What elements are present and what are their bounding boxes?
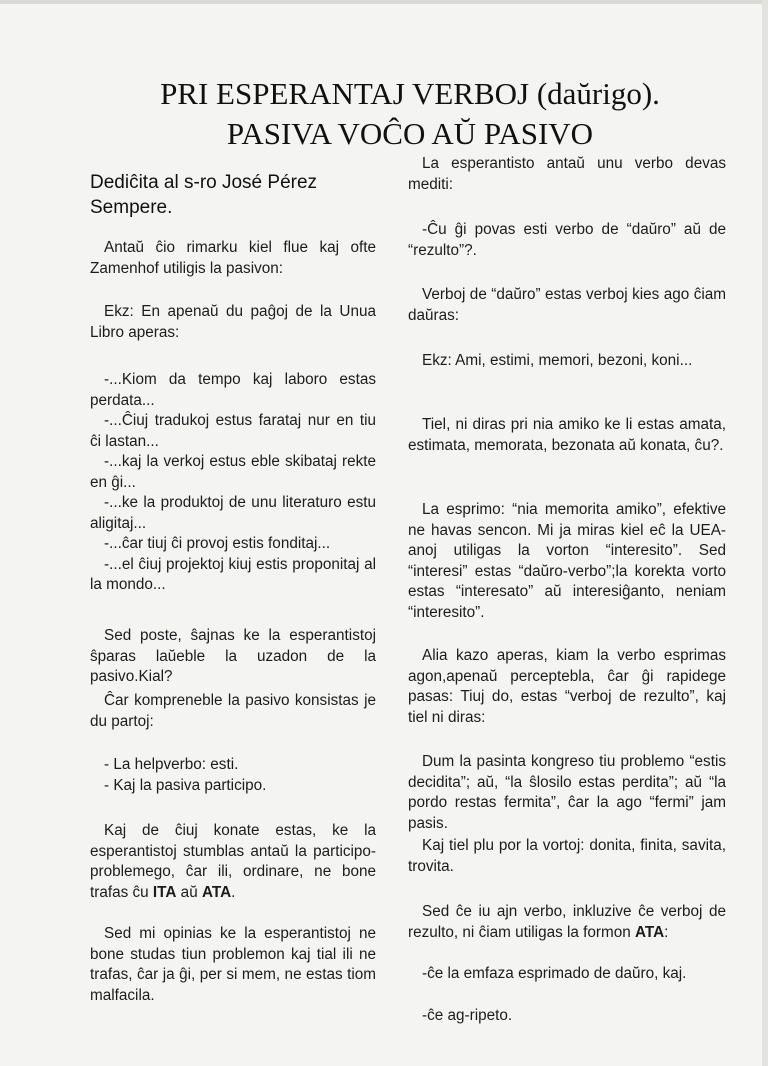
ita-term: ITA xyxy=(152,883,177,901)
example-item: -...ke la produktoj de unu literaturo estu aligitaj... xyxy=(90,494,376,532)
left-paragraph-4: Ĉar kompreneble la pasivo konsistas je du partoj: xyxy=(90,692,376,730)
p10-text-before: Sed ĉe iu ajn verbo, inkluzive ĉe verboj de rezulto, ni ĉiam utiligas la formon xyxy=(408,903,726,941)
p5-text-before: Kaj de ĉiuj konate estas, ke la esperantistoj stumblas antaŭ la participo-problemego, ĉar ili, ordinare, ne bone trafas ĉu xyxy=(90,822,376,901)
example-list xyxy=(90,370,376,596)
p10-text-end: : xyxy=(664,923,669,941)
ata-term: ATA xyxy=(635,923,665,941)
right-paragraph-2: -Ĉu ĝi povas esti verbo de “daŭro” aŭ de “rezulto”?. xyxy=(408,221,726,259)
left-paragraph-1: Antaŭ ĉio rimarku kiel flue kaj ofte Zamenhof utiligis la pasivon: xyxy=(90,239,376,277)
right-paragraph-7: Alia kazo aperas, kiam la verbo esprimas agon,apenaŭ perceptebla, ĉar ĝi rapidege pasas: Tiuj do, estas “verboj de rezulto”, kaj tiel ni diras: xyxy=(408,647,726,726)
p5-text-end: . xyxy=(231,883,236,901)
title-line-2: PASIVA VOĈO AŬ PASIVO xyxy=(226,116,594,151)
example-item: -...kaj la verkoj estus eble skibataj rekte en ĝi... xyxy=(90,453,376,491)
right-paragraph-12: -ĉe ag-ripeto. xyxy=(422,1007,513,1024)
p5-text-mid: aŭ xyxy=(176,883,202,901)
right-paragraph-11: -ĉe la emfaza esprimado de daŭro, kaj. xyxy=(422,965,687,982)
dedication: Dediĉita al s-ro José Pérez Sempere. xyxy=(90,172,318,218)
article-title xyxy=(80,74,740,154)
example-item: -...Ĉiuj tradukoj estus farataj nur en tiu ĉi lastan... xyxy=(90,412,376,450)
example-item: -...Kiom da tempo kaj laboro estas perdata... xyxy=(90,371,376,409)
right-paragraph-5: Tiel, ni diras pri nia amiko ke li estas amata, estimata, memorata, bezonata aŭ konata, ĉu?. xyxy=(408,416,726,454)
example-item: -...ĉar tiuj ĉi provoj estis fonditaj... xyxy=(104,535,331,552)
left-paragraph-5 xyxy=(90,821,376,903)
left-paragraph-3: Sed poste, ŝajnas ke la esperantistoj ŝparas laŭeble la uzadon de la pasivo.Kial? xyxy=(90,627,376,685)
page-edge-top xyxy=(0,0,768,4)
right-paragraph-4: Ekz: Ami, estimi, memori, bezoni, koni... xyxy=(422,352,693,369)
right-paragraph-6: La esprimo: “nia memorita amiko”, efektive ne havas sencon. Mi ja miras kiel eĉ la UEA-anoj utiligas la vorton “interesito”. Sed “interesi” estas “daŭro-verbo”;la korekta vorto estas “interesato” aŭ interesiĝanto, neniam “interesito”. xyxy=(408,501,726,621)
right-paragraph-8: Dum la pasinta kongreso tiu problemo “estis decidita”; aŭ, “la ŝlosilo estas perdita”; aŭ “la pordo restas fermita”, ĉar la ago “fermi” jam pasis. xyxy=(408,753,726,832)
left-paragraph-6: Sed mi opinias ke la esperantistoj ne bone studas tiun problemon kaj tial ili ne trafas, ĉar ja ĝi, per si mem, ne estas tiom malfacila. xyxy=(90,925,376,1004)
right-paragraph-3: Verboj de “daŭro” estas verboj kies ago ĉiam daŭras: xyxy=(408,286,726,324)
right-paragraph-9: Kaj tiel plu por la vortoj: donita, finita, savita, trovita. xyxy=(408,837,726,875)
page-edge-right xyxy=(762,0,768,1066)
part-item: - Kaj la pasiva participo. xyxy=(104,776,267,794)
parts-list xyxy=(90,755,376,796)
right-paragraph-10 xyxy=(408,902,726,943)
example-item: -...el ĉiuj projektoj kiuj estis proponitaj al la mondo... xyxy=(90,555,376,593)
right-paragraph-1: La esperantisto antaŭ unu verbo devas mediti: xyxy=(408,155,726,193)
title-line-1: PRI ESPERANTAJ VERBOJ (daŭrigo). xyxy=(160,76,660,111)
left-paragraph-2: Ekz: En apenaŭ du paĝoj de la Unua Libro aperas: xyxy=(90,303,376,341)
ata-term: ATA xyxy=(201,883,232,901)
part-item: - La helpverbo: esti. xyxy=(104,756,239,773)
